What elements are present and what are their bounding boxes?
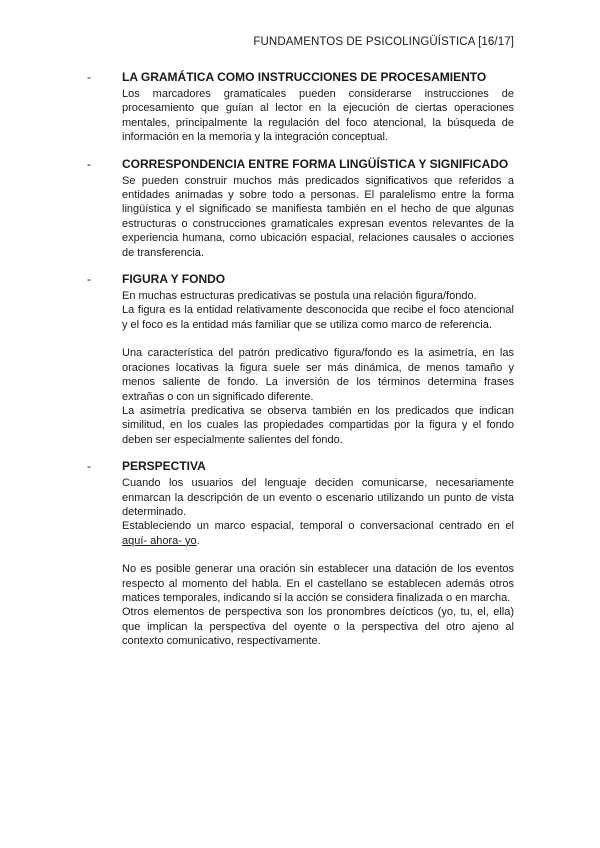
section-title: PERSPECTIVA	[122, 459, 206, 474]
bullet-marker: -	[87, 70, 91, 84]
bullet-marker: -	[87, 459, 91, 474]
paragraph-end: .	[196, 534, 200, 547]
section-figura-fondo	[87, 272, 514, 447]
paragraph: Cuando los usuarios del lenguaje deciden comunicarse, necesariamente enmarcan la descripción de un evento o escenario utilizando un punto de vista determinado.	[122, 477, 514, 518]
paragraph	[122, 519, 514, 548]
paragraph-text: Estableciendo un marco espacial, temporal o conversacional centrado en el	[122, 520, 514, 533]
paragraph: La figura es la entidad relativamente desconocida que recibe el foco atencional y el foco es la entidad más familiar que se utiliza como marco de referencia.	[122, 304, 514, 331]
page-header: FUNDAMENTOS DE PSICOLINGÜÍSTICA [16/17]	[253, 36, 514, 48]
bullet-marker: -	[87, 156, 91, 171]
paragraph: Los marcadores gramaticales pueden considerarse instrucciones de procesamiento que guían al lector en la ejecución de ciertas operaciones mentales, principalmente la regulación del foco atencional, la búsqueda de información en la memoria y la integración conceptual.	[122, 88, 514, 144]
paragraph: La asimetría predicativa se observa también en los predicados que indican similitud, en los cuales las propiedades compartidas por la figura y el fondo deben ser especialmente salientes del fondo.	[122, 404, 514, 446]
bullet-marker: -	[87, 272, 91, 287]
paragraph: Se pueden construir muchos más predicados significativos que referidos a entidades animadas y sobre todo a personas. El paralelismo entre la forma lingüística y el significado se manifiesta también en el hecho de que algunas estructuras o construcciones gramaticales expresan eventos relevantes de la experiencia humana, como ubicación espacial, relaciones causales o acciones de transferencia.	[122, 174, 514, 259]
section-title: LA GRAMÁTICA COMO INSTRUCCIONES DE PROCESAMIENTO	[122, 70, 487, 84]
underlined-term: aquí- ahora- yo	[122, 534, 197, 547]
section-correspondencia	[87, 156, 514, 260]
paragraph: Otros elementos de perspectiva son los pronombres deícticos (yo, tu, el, ella) que implican la perspectiva del oyente o la perspectiva del otro ajeno al contexto comunicativo, respectivamente.	[122, 606, 514, 648]
section-perspectiva	[87, 459, 514, 648]
document-body	[87, 70, 514, 661]
paragraph: Una característica del patrón predicativo figura/fondo es la asimetría, en las oraciones locativas la figura suele ser más dinámica, de menos tamaño y menos saliente de fondo. La inversión de los términos determina frases extrañas o con un significado diferente.	[122, 347, 514, 403]
section-title: FIGURA Y FONDO	[122, 272, 226, 287]
paragraph: En muchas estructuras predicativas se postula una relación figura/fondo.	[122, 290, 477, 303]
section-gramatica	[87, 70, 514, 145]
paragraph: No es posible generar una oración sin establecer una datación de los eventos respecto al momento del habla. En el castellano se establecen además otros matices temporales, indicando si la acción se considera finalizada o en marcha.	[122, 563, 514, 604]
section-title: CORRESPONDENCIA ENTRE FORMA LINGÜÍSTICA Y SIGNIFICADO	[122, 156, 509, 171]
